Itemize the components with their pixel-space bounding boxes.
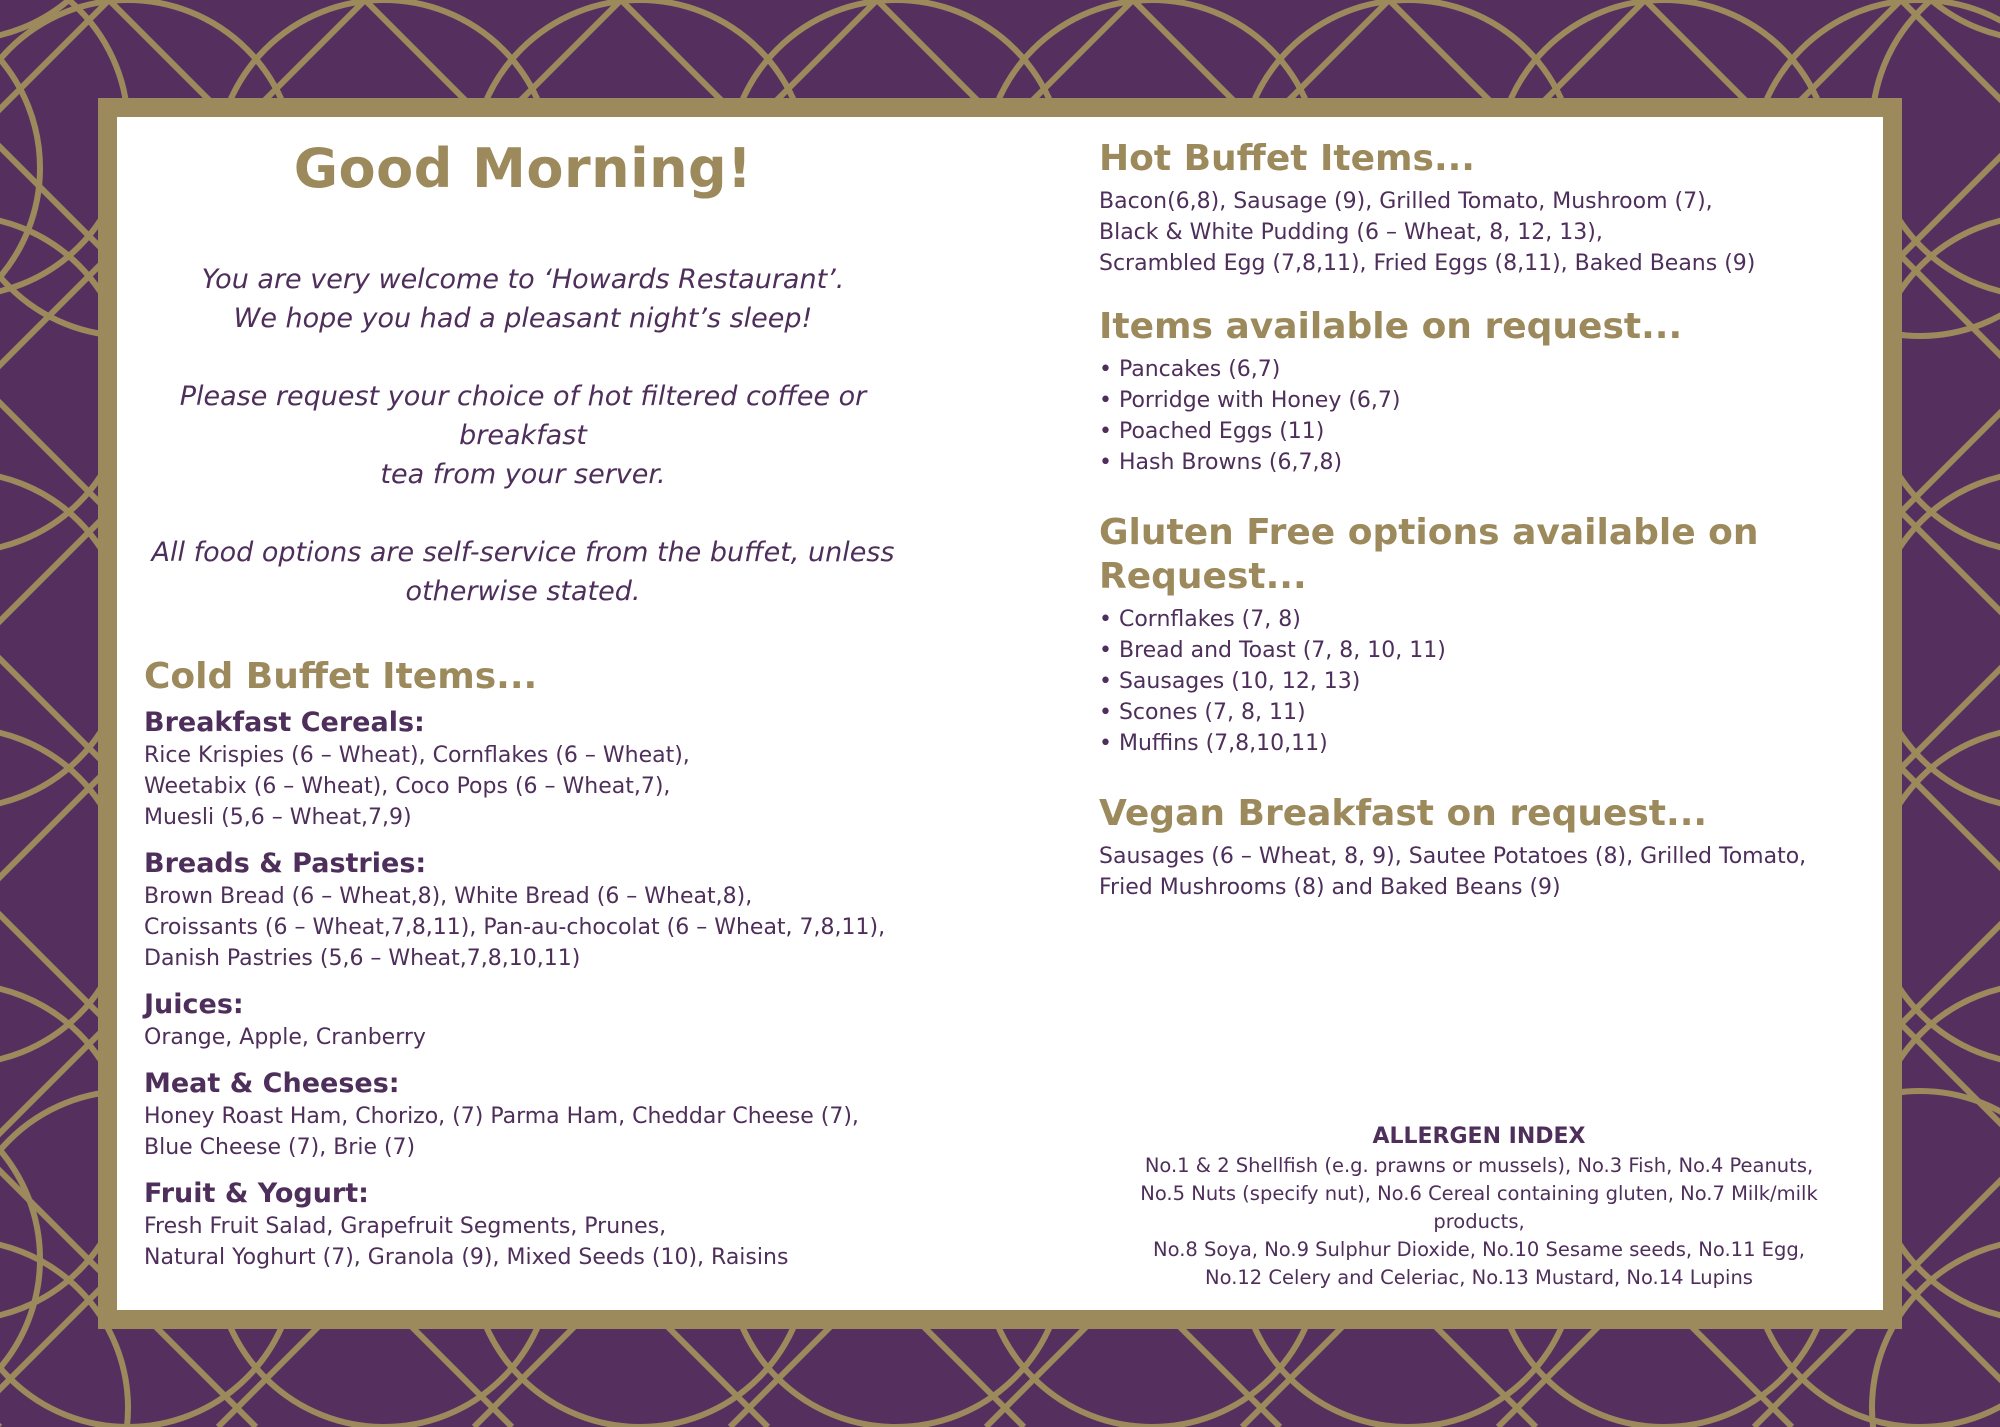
group-line: Rice Krispies (6 – Wheat), Cornflakes (6 – Wheat),	[144, 742, 690, 768]
allergen-line: No.5 Nuts (specify nut), No.6 Cereal containing gluten, No.7 Milk/milk products,	[1140, 1182, 1818, 1233]
gluten-free-title: Gluten Free options available on Request...	[1099, 512, 1759, 597]
allergen-line: No.1 & 2 Shellfish (e.g. prawns or mussels), No.3 Fish, No.4 Peanuts,	[1144, 1154, 1814, 1177]
welcome-line: otherwise stated.	[405, 575, 641, 607]
cold-buffet-section	[144, 655, 902, 1273]
group-heading: Fruit & Yogurt:	[144, 1177, 369, 1209]
allergen-line: No.12 Celery and Celeriac, No.13 Mustard, No.14 Lupins	[1205, 1266, 1753, 1289]
welcome-line: You are very welcome to ‘Howards Restaurant’.	[201, 263, 845, 295]
welcome-message	[144, 260, 902, 611]
vegan-line: Fried Mushrooms (8) and Baked Beans (9)	[1099, 874, 1561, 900]
welcome-line: All food options are self-service from the buffet, unless	[151, 536, 895, 568]
welcome-line: Please request your choice of hot filtered coffee or breakfast	[179, 380, 867, 451]
juices-group	[144, 988, 902, 1053]
hot-buffet-line: Bacon(6,8), Sausage (9), Grilled Tomato, Mushroom (7),	[1099, 189, 1713, 215]
on-request-list	[1099, 354, 1869, 478]
gluten-free-list	[1099, 604, 1869, 759]
welcome-line: tea from your server.	[380, 458, 666, 490]
gluten-free-section	[1099, 511, 1869, 758]
allergen-line: No.8 Soya, No.9 Sulphur Dioxide, No.10 Sesame seeds, No.11 Egg,	[1153, 1238, 1805, 1261]
list-item: • Bread and Toast (7, 8, 10, 11)	[1099, 637, 1446, 663]
group-line: Danish Pastries (5,6 – Wheat,7,8,10,11)	[144, 945, 581, 971]
vegan-line: Sausages (6 – Wheat, 8, 9), Sautee Potatoes (8), Grilled Tomato,	[1099, 843, 1807, 869]
breakfast-cereals-group	[144, 706, 902, 833]
group-line: Honey Roast Ham, Chorizo, (7) Parma Ham, Cheddar Cheese (7),	[144, 1103, 859, 1129]
vegan-title: Vegan Breakfast on request...	[1099, 792, 1708, 834]
meat-cheeses-group	[144, 1067, 902, 1163]
group-line: Orange, Apple, Cranberry	[144, 1024, 426, 1050]
list-item: • Muffins (7,8,10,11)	[1099, 730, 1328, 756]
hot-buffet-section	[1099, 137, 1869, 279]
breads-pastries-group	[144, 847, 902, 974]
list-item: • Sausages (10, 12, 13)	[1099, 668, 1361, 694]
list-item: • Scones (7, 8, 11)	[1099, 699, 1306, 725]
group-line: Blue Cheese (7), Brie (7)	[144, 1134, 416, 1160]
group-heading: Breads & Pastries:	[144, 847, 427, 879]
group-heading: Juices:	[144, 988, 244, 1020]
group-heading: Breakfast Cereals:	[144, 706, 425, 738]
page-title: Good Morning!	[293, 137, 753, 200]
on-request-title: Items available on request...	[1099, 306, 1683, 348]
list-item: • Poached Eggs (11)	[1099, 419, 1325, 445]
fruit-yogurt-group	[144, 1177, 902, 1273]
cold-buffet-title: Cold Buffet Items...	[144, 655, 538, 697]
group-line: Brown Bread (6 – Wheat,8), White Bread (6 – Wheat,8),	[144, 883, 753, 909]
self-service-paragraph	[144, 533, 902, 611]
group-line: Muesli (5,6 – Wheat,7,9)	[144, 804, 412, 830]
list-item: • Porridge with Honey (6,7)	[1099, 388, 1401, 414]
welcome-line: We hope you had a pleasant night’s sleep!	[233, 302, 813, 334]
list-item: • Cornflakes (7, 8)	[1099, 606, 1301, 632]
left-column	[144, 117, 902, 1273]
vegan-section	[1099, 792, 1869, 903]
list-item: • Hash Browns (6,7,8)	[1099, 450, 1343, 476]
group-line: Croissants (6 – Wheat,7,8,11), Pan-au-chocolat (6 – Wheat, 7,8,11),	[144, 914, 886, 940]
list-item: • Pancakes (6,7)	[1099, 357, 1281, 383]
group-line: Fresh Fruit Salad, Grapefruit Segments, Prunes,	[144, 1213, 667, 1239]
allergen-title: ALLERGEN INDEX	[1372, 1124, 1586, 1149]
coffee-paragraph	[144, 377, 902, 494]
on-request-section	[1099, 305, 1869, 478]
group-line: Natural Yoghurt (7), Granola (9), Mixed Seeds (10), Raisins	[144, 1244, 789, 1270]
hot-buffet-line: Scrambled Egg (7,8,11), Fried Eggs (8,11), Baked Beans (9)	[1099, 251, 1756, 277]
group-heading: Meat & Cheeses:	[144, 1067, 400, 1099]
hot-buffet-line: Black & White Pudding (6 – Wheat, 8, 12, 13),	[1099, 220, 1603, 246]
lattice-line	[1901, 0, 2000, 1427]
right-column	[1099, 117, 1869, 903]
allergen-index	[1099, 1122, 1859, 1292]
arch-circle	[0, 0, 128, 40]
hot-buffet-title: Hot Buffet Items...	[1099, 138, 1475, 179]
welcome-paragraph	[144, 260, 902, 338]
group-line: Weetabix (6 – Wheat), Coco Pops (6 – Wheat,7),	[144, 773, 671, 799]
